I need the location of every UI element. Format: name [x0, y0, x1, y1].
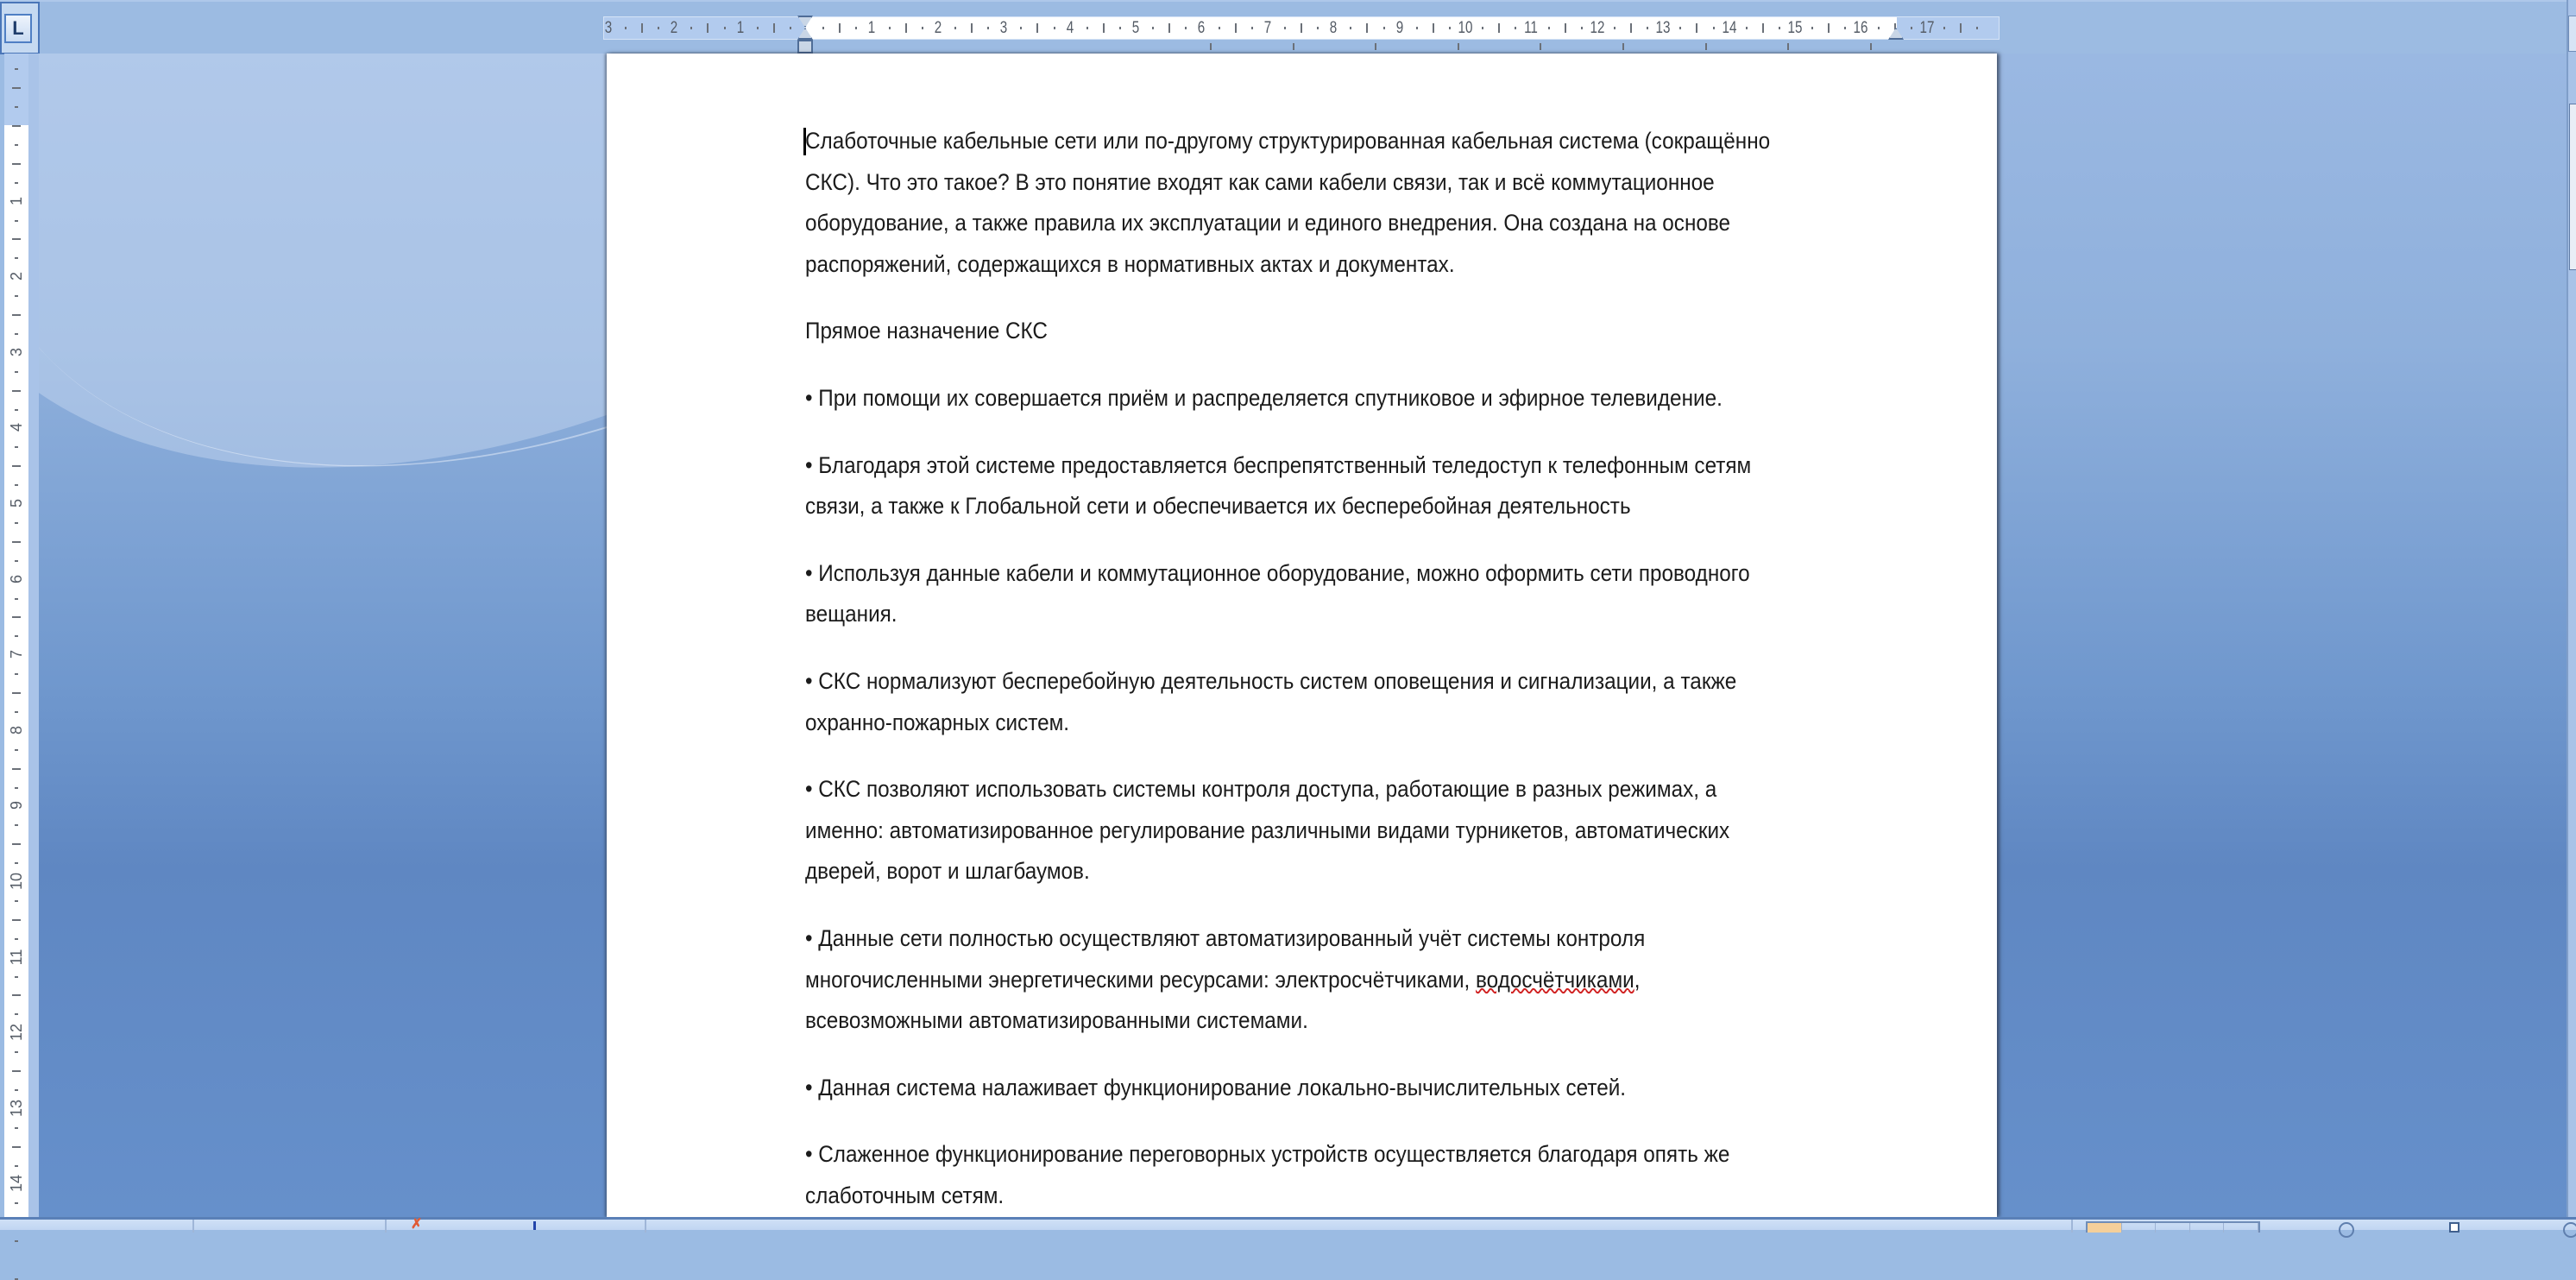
- ruler-tick: [12, 994, 21, 996]
- text-line: [805, 594, 1784, 635]
- ruler-tick: [1185, 27, 1187, 29]
- ruler-tick: [15, 371, 18, 373]
- ruler-tick: [15, 182, 18, 184]
- text-run: ,: [1634, 966, 1641, 993]
- ruler-tick: [12, 314, 21, 316]
- ruler-tick: [15, 938, 18, 940]
- text-line: [805, 703, 1784, 744]
- ruler-tick: [15, 749, 18, 751]
- text-run: всевозможными автоматизированными системами.: [805, 1007, 1308, 1034]
- bullet-paragraph[interactable]: [805, 553, 1893, 635]
- ruler-number: 8: [8, 725, 25, 735]
- ruler-tick: [1284, 27, 1286, 29]
- ruler-tick: [1696, 23, 1697, 33]
- text-run: слаботочным сетям.: [805, 1182, 1005, 1208]
- ruler-tick: [1317, 27, 1319, 29]
- ruler-tick: [15, 862, 18, 864]
- section-heading[interactable]: [805, 311, 1893, 352]
- ruler-tick: [658, 27, 659, 29]
- text-run: • Данные сети полностью осуществляют автоматизированный учёт системы контроля: [805, 924, 1646, 951]
- ruler-tick: [1219, 27, 1220, 29]
- ruler-tick: [1762, 23, 1764, 33]
- zoom-in-icon[interactable]: [2563, 1222, 2576, 1238]
- vertical-ruler-rail: [28, 54, 39, 1217]
- ruler-number: 6: [1198, 19, 1206, 37]
- ruler-number: 5: [1131, 19, 1140, 37]
- ruler-tick: [15, 824, 18, 826]
- ruler-tick: [905, 23, 907, 33]
- ruler-tick: [1301, 23, 1302, 33]
- ruler-number: 3: [999, 19, 1008, 37]
- text-run: • СКС позволяют использовать системы контроля доступа, работающие в разных режимах, а: [805, 776, 1717, 803]
- ruler-number: 12: [1590, 19, 1605, 37]
- ruler-number: 6: [8, 574, 25, 583]
- ruler-number: 9: [8, 801, 25, 810]
- ruler-tick: [1647, 27, 1648, 29]
- ruler-tick: [625, 27, 627, 29]
- view-button-web-layout[interactable]: [2156, 1223, 2190, 1233]
- ruler-tick: [15, 333, 18, 335]
- ruler-tick: [12, 616, 21, 618]
- text-line: [805, 486, 1784, 527]
- ruler-tick: [15, 673, 18, 675]
- ruler-tick: [1976, 27, 1978, 29]
- text-run: • Данная система налаживает функционирование локально-вычислительных сетей.: [805, 1074, 1627, 1100]
- ruler-tick: [1119, 27, 1121, 29]
- view-button-print-layout[interactable]: [2088, 1223, 2122, 1233]
- ruler-number: 4: [1066, 19, 1074, 37]
- text-run: СКС). Что это такое? В это понятие входят как сами кабели связи, так и всё коммутационное: [805, 168, 1715, 195]
- ruler-number: 10: [8, 872, 25, 891]
- ruler-number: 1: [868, 19, 876, 37]
- text-line: [805, 378, 1784, 419]
- ruler-tick: [1020, 27, 1022, 29]
- ruler-number: 4: [8, 423, 25, 432]
- ruler-tick: [12, 125, 21, 127]
- ruler-tick: [12, 541, 21, 543]
- ruler-tick: [1811, 27, 1813, 29]
- left-indent-marker[interactable]: [797, 40, 813, 54]
- ruler-tick: [1482, 27, 1483, 29]
- ruler-tick: [839, 23, 841, 33]
- ruler-number: 3: [604, 19, 613, 37]
- ruler-tick: [1383, 27, 1385, 29]
- ruler-number: 10: [1458, 19, 1473, 37]
- text-line: [805, 1134, 1784, 1176]
- scrollbar-thumb[interactable]: [2569, 104, 2576, 270]
- text-run: дверей, ворот и шлагбаумов.: [805, 858, 1090, 885]
- ruler-tick: [1713, 27, 1715, 29]
- ruler-tick: [1614, 27, 1616, 29]
- ruler-number: 7: [1263, 19, 1272, 37]
- text-run: связи, а также к Глобальной сети и обеспечивается их бесперебойная деятельность: [805, 493, 1631, 520]
- ruler-number: 2: [8, 272, 25, 281]
- ruler-number: 14: [8, 1175, 25, 1193]
- status-divider: [385, 1220, 387, 1233]
- ruler-tick: [1548, 27, 1550, 29]
- ruler-tick: [12, 163, 21, 165]
- ruler-tick: [889, 27, 891, 29]
- text-line: [805, 810, 1784, 852]
- ruler-number: 8: [1329, 19, 1338, 37]
- ruler-tick: [1433, 23, 1434, 33]
- ruler-tick: [15, 220, 18, 222]
- text-line: [805, 918, 1784, 960]
- ruler-tick: [641, 23, 643, 33]
- ruler-tick: [15, 522, 18, 524]
- text-run: • Слаженное функционирование переговорных устройств осуществляется благодаря опять же: [805, 1141, 1730, 1168]
- ruler-tick: [773, 23, 775, 33]
- intro-paragraph[interactable]: [805, 121, 1893, 285]
- ruler-tick: [1086, 27, 1088, 29]
- ruler-tick: [1168, 23, 1170, 33]
- ruler-tick: [12, 843, 21, 845]
- default-tab-stop: [1210, 43, 1212, 50]
- text-line: [805, 121, 1784, 162]
- text-run: распоряжений, содержащихся в нормативных актах и документах.: [805, 250, 1455, 277]
- text-line: [805, 1000, 1784, 1042]
- ruler-tick: [15, 787, 18, 789]
- ruler-tick: [15, 257, 18, 259]
- default-tab-stop: [1787, 43, 1789, 50]
- text-run: оборудование, а также правила их эксплуатации и единого внедрения. Она создана на основе: [805, 210, 1731, 236]
- ruler-tick: [757, 27, 759, 29]
- ruler-number: 3: [8, 347, 25, 356]
- status-divider: [645, 1220, 646, 1233]
- status-divider: [2071, 1220, 2073, 1233]
- ruler-number: 5: [8, 499, 25, 508]
- ruler-tick: [1498, 23, 1500, 33]
- zoom-out-icon[interactable]: [2339, 1222, 2354, 1238]
- language-icon[interactable]: [533, 1221, 536, 1230]
- text-line: [805, 553, 1784, 595]
- text-run: • Благодаря этой системе предоставляется беспрепятственный теледоступ к телефонным сетям: [805, 451, 1752, 478]
- default-tab-stop: [1375, 43, 1376, 50]
- ruler-tick: [1746, 27, 1748, 29]
- ruler-tick: [1036, 23, 1038, 33]
- ruler-number: 13: [8, 1099, 25, 1117]
- ruler-number: 7: [8, 650, 25, 659]
- view-button-full-screen-reading[interactable]: [2122, 1223, 2157, 1233]
- bullet-paragraph[interactable]: [805, 1134, 1893, 1216]
- ruler-tick: [12, 87, 21, 89]
- ruler-tick: [15, 1051, 18, 1053]
- ruler-tick: [15, 446, 18, 448]
- vertical-ruler[interactable]: [4, 54, 28, 1217]
- ruler-tick: [1679, 27, 1681, 29]
- spelling-error-word[interactable]: водосчётчиками: [1476, 966, 1634, 993]
- ruler-tick: [1235, 23, 1237, 33]
- bullet-paragraph[interactable]: [805, 445, 1893, 527]
- text-run: • Используя данные кабели и коммутационное оборудование, можно оформить сети проводного: [805, 559, 1750, 586]
- view-ruler-button[interactable]: [2568, 16, 2576, 52]
- ruler-tick: [12, 919, 21, 921]
- ruler-tick: [12, 692, 21, 694]
- ruler-tick: [707, 23, 709, 33]
- ruler-tick: [12, 768, 21, 770]
- ruler-number: 15: [1787, 19, 1803, 37]
- ruler-tick: [1515, 27, 1516, 29]
- ruler-tick: [790, 27, 791, 29]
- ruler-tick: [1630, 23, 1632, 33]
- text-run: вещания.: [805, 601, 898, 627]
- horizontal-ruler[interactable]: [603, 16, 2000, 40]
- text-run: многочисленными энергетическими ресурсами: электросчётчиками,: [805, 966, 1477, 993]
- text-run: именно: автоматизированное регулирование различными видами турникетов, автоматических: [805, 817, 1730, 843]
- ruler-tick: [1878, 27, 1880, 29]
- ruler-number: 9: [1395, 19, 1403, 37]
- ruler-tick: [15, 106, 18, 108]
- ruler-tick: [15, 1202, 18, 1204]
- ruler-number: 12: [8, 1024, 25, 1042]
- ruler-tick: [1911, 27, 1912, 29]
- ruler-band: [0, 0, 2576, 54]
- ruler-tick: [1054, 27, 1055, 29]
- left-tab-icon: L: [4, 14, 32, 43]
- ruler-tick: [15, 560, 18, 562]
- ruler-tick: [12, 1070, 21, 1072]
- ruler-tick: [1581, 27, 1583, 29]
- ruler-tick: [987, 27, 989, 29]
- vertical-scrollbar[interactable]: [2567, 0, 2576, 1217]
- ruler-tick: [1350, 27, 1351, 29]
- spell-check-icon[interactable]: ✗: [411, 1217, 423, 1232]
- text-line: [805, 1176, 1784, 1217]
- ruler-tick: [971, 23, 973, 33]
- text-line: [805, 1068, 1784, 1109]
- ruler-number: 17: [1919, 19, 1935, 37]
- ruler-tick: [1251, 27, 1253, 29]
- document-page[interactable]: [607, 54, 1997, 1217]
- ruler-tick: [954, 27, 956, 29]
- ruler-tick: [1960, 23, 1962, 33]
- ruler-number: 11: [8, 949, 25, 965]
- ruler-tick: [690, 27, 692, 29]
- ruler-tick: [1828, 23, 1830, 33]
- ruler-tick: [15, 711, 18, 713]
- default-tab-stop: [1458, 43, 1459, 50]
- bullet-paragraph[interactable]: [805, 378, 1893, 419]
- text-run: • При помощи их совершается приём и распределяется спутниковое и эфирное телевидение.: [805, 384, 1723, 411]
- ruler-tick: [12, 238, 21, 240]
- status-divider: [192, 1220, 194, 1233]
- ruler-tick: [1779, 27, 1780, 29]
- ruler-tick: [12, 390, 21, 392]
- ruler-tick: [822, 27, 824, 29]
- text-line: [805, 162, 1784, 204]
- text-line: [805, 311, 1784, 352]
- ruler-number: 2: [934, 19, 942, 37]
- ruler-tick: [1943, 27, 1945, 29]
- ruler-tick: [1366, 23, 1368, 33]
- ruler-tick: [1416, 27, 1418, 29]
- ruler-tick: [1565, 23, 1566, 33]
- ruler-tick: [15, 635, 18, 637]
- ruler-tick: [1103, 23, 1105, 33]
- text-line: [805, 244, 1784, 286]
- text-line: [805, 769, 1784, 810]
- ruler-tick: [15, 976, 18, 978]
- ruler-tick: [855, 27, 857, 29]
- default-tab-stop: [1293, 43, 1294, 50]
- ruler-tick: [15, 598, 18, 600]
- ruler-tick: [15, 1013, 18, 1015]
- ruler-tick: [12, 1146, 21, 1148]
- text-line: [805, 851, 1784, 892]
- ruler-number: 2: [670, 19, 678, 37]
- text-line: [805, 203, 1784, 244]
- ruler-tick: [15, 484, 18, 486]
- ruler-number: 13: [1655, 19, 1671, 37]
- ruler-tick: [15, 1127, 18, 1129]
- text-run: Слаботочные кабельные сети или по-другому структурированная кабельная система (сокращённо: [805, 128, 1771, 154]
- ruler-number: 16: [1853, 19, 1868, 37]
- text-line: [805, 445, 1784, 487]
- bullet-paragraph[interactable]: [805, 769, 1893, 892]
- default-tab-stop: [1622, 43, 1624, 50]
- ruler-tick: [15, 144, 18, 146]
- ruler-tick: [724, 27, 726, 29]
- ruler-number: 11: [1524, 19, 1539, 37]
- status-bar: [0, 1217, 2576, 1230]
- text-line: [805, 960, 1784, 1001]
- default-tab-stop: [1870, 43, 1872, 50]
- ruler-tick: [15, 900, 18, 902]
- ruler-tick: [15, 1240, 18, 1242]
- view-buttons: [2086, 1221, 2260, 1233]
- ruler-number: 14: [1722, 19, 1737, 37]
- text-run: охранно-пожарных систем.: [805, 709, 1070, 735]
- ruler-tick: [15, 1165, 18, 1167]
- ruler-tick: [1152, 27, 1154, 29]
- bullet-paragraph[interactable]: [805, 918, 1893, 1042]
- ruler-tick: [1844, 27, 1846, 29]
- ruler-tick: [15, 295, 18, 297]
- zoom-slider-thumb[interactable]: [2449, 1222, 2459, 1233]
- text-line: [805, 661, 1784, 703]
- ruler-tick: [15, 68, 18, 70]
- view-button-draft[interactable]: [2224, 1223, 2258, 1233]
- default-tab-stop: [1705, 43, 1707, 50]
- ruler-tick: [922, 27, 923, 29]
- bullet-paragraph[interactable]: [805, 661, 1893, 743]
- tab-selector-button[interactable]: [0, 2, 40, 54]
- text-run: • СКС нормализуют бесперебойную деятельность систем оповещения и сигнализации, а также: [805, 667, 1737, 694]
- text-run: Прямое назначение СКС: [805, 318, 1048, 344]
- ruler-number: 1: [736, 19, 744, 37]
- bullet-paragraph[interactable]: [805, 1068, 1893, 1109]
- ruler-tick: [1449, 27, 1451, 29]
- ruler-tick: [12, 465, 21, 467]
- document-body[interactable]: [805, 121, 1893, 1242]
- ruler-tick: [15, 409, 18, 411]
- ruler-number: 1: [8, 196, 25, 205]
- default-tab-stop: [1540, 43, 1541, 50]
- view-button-outline[interactable]: [2190, 1223, 2225, 1233]
- vertical-ruler-margin: [4, 54, 28, 125]
- ruler-tick: [15, 1089, 18, 1091]
